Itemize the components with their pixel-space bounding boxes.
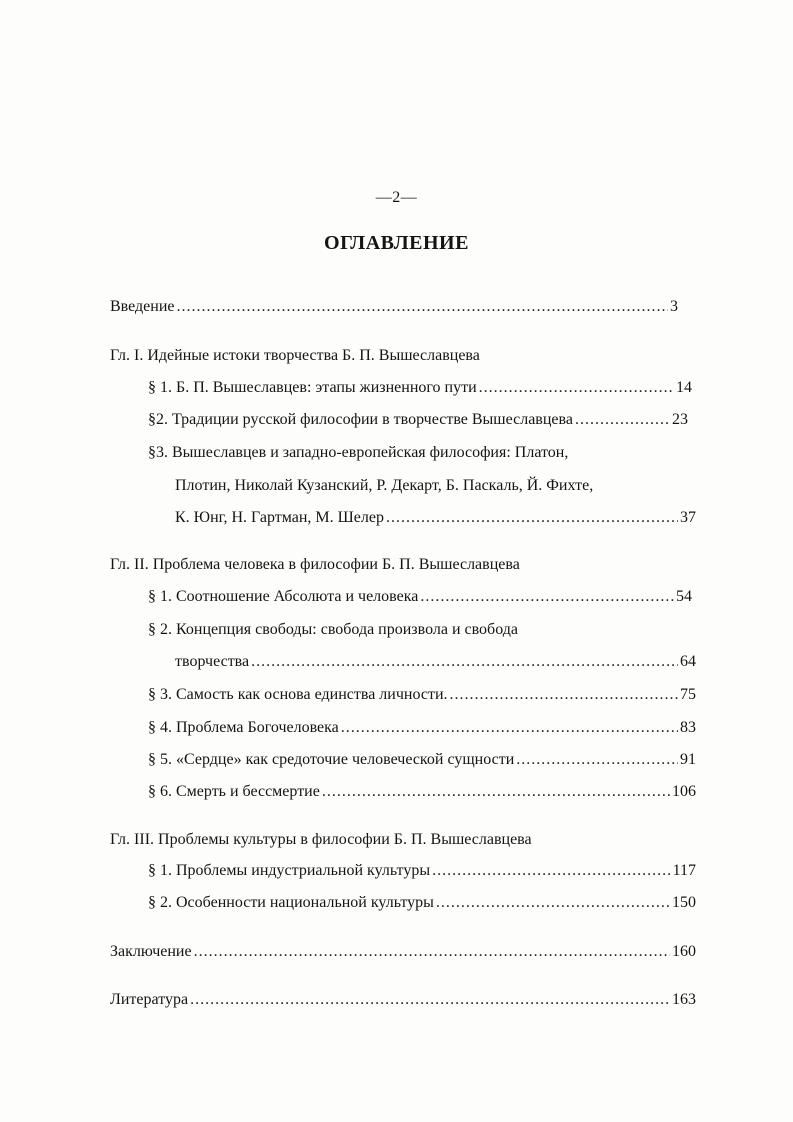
leader-dots	[436, 893, 670, 913]
leader-dots	[341, 718, 678, 738]
leader-dots	[251, 652, 678, 672]
toc-page: 23	[672, 411, 688, 428]
leader-dots	[479, 378, 674, 398]
chapter-1-heading[interactable]: Гл. I. Идейные истоки творчества Б. П. Вышеславцева	[110, 347, 480, 364]
toc-entry-ch3-s1[interactable]	[148, 861, 696, 881]
leader-dots	[386, 508, 678, 528]
chapter-3-heading[interactable]: Гл. III. Проблемы культуры в философии Б. П. Вышеславцева	[110, 831, 532, 848]
toc-entry-ch2-s3[interactable]	[148, 685, 696, 705]
toc-page: 14	[676, 379, 692, 396]
toc-page: 64	[680, 653, 696, 670]
toc-entry-ch1-s2[interactable]	[148, 410, 688, 430]
toc-label: § 3. Самость как основа единства личности.	[148, 686, 448, 703]
toc-label: § 6. Смерть и бессмертие	[148, 783, 320, 800]
leader-dots	[432, 861, 671, 881]
toc-label: § 4. Проблема Богочеловека	[148, 719, 339, 736]
chapter-2-heading[interactable]: Гл. II. Проблема человека в философии Б. П. Вышеславцева	[110, 556, 520, 573]
leader-dots	[177, 297, 669, 317]
leader-dots	[450, 685, 678, 705]
toc-page: 54	[676, 588, 692, 605]
leader-dots	[194, 942, 670, 962]
toc-page: 83	[680, 719, 696, 736]
toc-page: 75	[680, 686, 696, 703]
toc-label: § 1. Соотношение Абсолюта и человека	[148, 588, 419, 605]
toc-entry-ch1-s3-line1[interactable]: §3. Вышеславцев и западно-европейская философия: Платон,	[148, 444, 569, 461]
toc-label: § 5. «Сердце» как средоточие человеческой сущности	[148, 751, 515, 768]
leader-dots	[322, 782, 670, 802]
toc-page: 106	[672, 783, 696, 800]
toc-entry-ch2-s4[interactable]	[148, 718, 696, 738]
toc-entry-intro[interactable]	[110, 297, 678, 317]
toc-label: Заключение	[110, 943, 192, 960]
toc-label: § 1. Б. П. Вышеславцев: этапы жизненного пути	[148, 379, 477, 396]
page-number: —2—	[375, 189, 418, 206]
toc-entry-ch2-s2-line2[interactable]	[175, 652, 696, 672]
leader-dots	[420, 587, 674, 607]
toc-page: 150	[672, 894, 696, 911]
toc-label: К. Юнг, Н. Гартман, М. Шелер	[175, 509, 384, 526]
toc-label: Введение	[110, 298, 175, 315]
toc-label: Литература	[110, 991, 189, 1008]
toc-entry-ch2-s5[interactable]	[148, 750, 696, 770]
toc-entry-ch2-s1[interactable]	[148, 587, 692, 607]
toc-page: 160	[672, 943, 696, 960]
toc-page: 163	[672, 991, 696, 1008]
toc-page: 3	[670, 298, 678, 315]
leader-dots	[516, 750, 678, 770]
toc-page: 37	[680, 509, 696, 526]
toc-page: 117	[672, 862, 696, 879]
toc-page: 91	[680, 751, 696, 768]
toc-label: § 2. Особенности национальной культуры	[148, 894, 434, 911]
toc-entry-conclusion[interactable]	[110, 942, 696, 962]
toc-entry-literature[interactable]	[110, 990, 696, 1010]
toc-entry-ch1-s3-line3[interactable]	[175, 508, 696, 528]
toc-label: творчества	[175, 653, 250, 670]
leader-dots	[575, 410, 670, 430]
leader-dots	[190, 990, 670, 1010]
toc-entry-ch1-s1[interactable]	[148, 378, 692, 398]
toc-label: §2. Традиции русской философии в творчестве Вышеславцева	[148, 411, 573, 428]
toc-entry-ch1-s3-line2: Плотин, Николай Кузанский, Р. Декарт, Б. Паскаль, Й. Фихте,	[175, 477, 594, 494]
page-title: ОГЛАВЛЕНИЕ	[324, 232, 469, 254]
toc-entry-ch2-s6[interactable]	[148, 782, 696, 802]
toc-label: § 1. Проблемы индустриальной культуры	[148, 862, 431, 879]
toc-entry-ch3-s2[interactable]	[148, 893, 696, 913]
toc-entry-ch2-s2-line1[interactable]: § 2. Концепция свободы: свобода произвола и свобода	[148, 621, 518, 638]
